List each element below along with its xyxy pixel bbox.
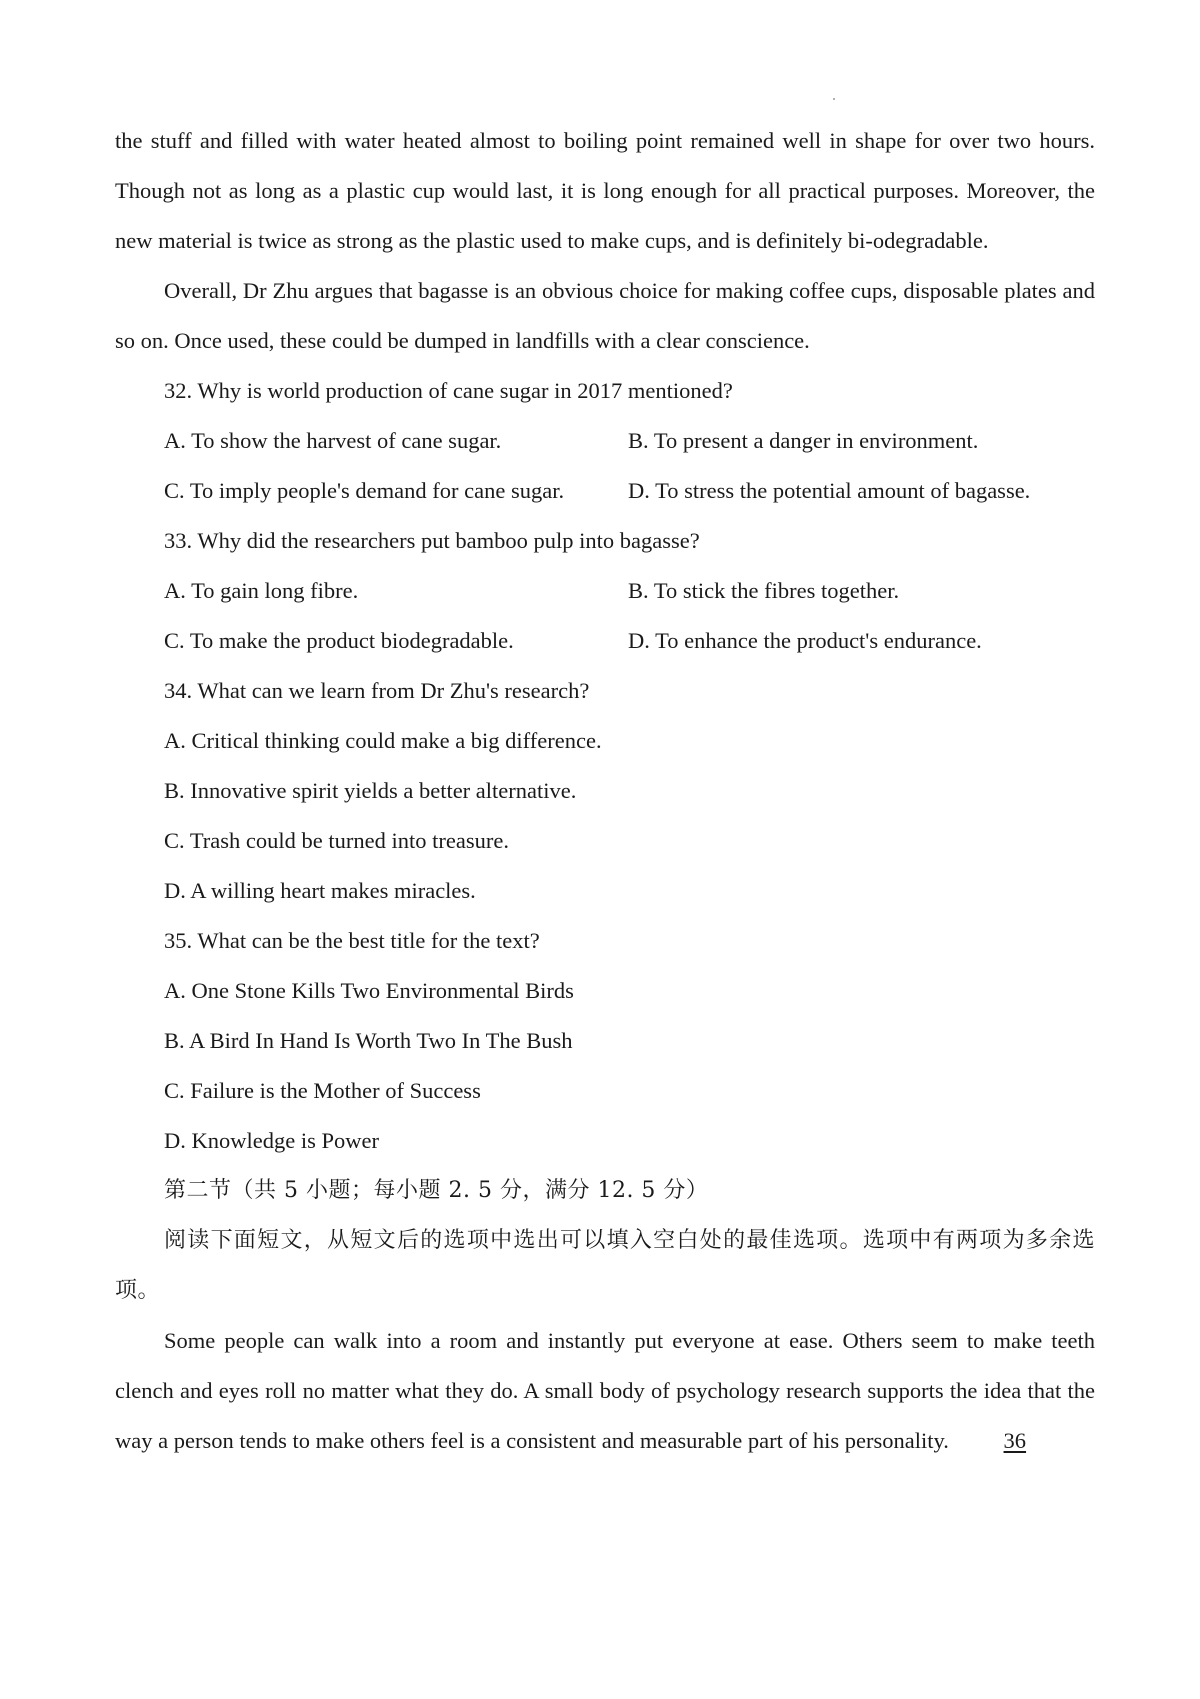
blank-36: 36 xyxy=(1003,1428,1027,1453)
question-34-option-b: B. Innovative spirit yields a better alternative. xyxy=(164,778,577,803)
question-34-stem: 34. What can we learn from Dr Zhu's research? xyxy=(164,678,590,703)
question-34-option-a: A. Critical thinking could make a big difference. xyxy=(164,728,602,753)
question-32-option-d: D. To stress the potential amount of bagasse. xyxy=(628,478,1031,503)
question-35-option-a: A. One Stone Kills Two Environmental Birds xyxy=(164,978,574,1003)
conclusion-paragraph: Overall, Dr Zhu argues that bagasse is an obvious choice for making coffee cups, disposable plates and so on. Once used, these could be dumped in landfills with a clear conscience. xyxy=(115,278,1095,353)
question-32-stem: 32. Why is world production of cane sugar in 2017 mentioned? xyxy=(164,378,733,403)
question-33-option-d: D. To enhance the product's endurance. xyxy=(628,628,982,653)
question-33-stem: 33. Why did the researchers put bamboo pulp into bagasse? xyxy=(164,528,700,553)
question-33-option-a: A. To gain long fibre. xyxy=(164,578,359,603)
question-32-option-c: C. To imply people's demand for cane sugar. xyxy=(164,478,565,503)
question-32-option-a: A. To show the harvest of cane sugar. xyxy=(164,428,502,453)
question-35-stem: 35. What can be the best title for the text? xyxy=(164,928,540,953)
section-2-passage xyxy=(115,1316,1095,1466)
section-2-passage-text: Some people can walk into a room and instantly put everyone at ease. Others seem to make teeth clench and eyes roll no matter what they do. A small body of psychology research supports the idea that the way a person tends to make others feel is a consistent and measurable part of his personality. xyxy=(115,1328,1095,1453)
question-32-options-row-1 xyxy=(115,416,1095,466)
question-32-options-row-2 xyxy=(115,466,1095,516)
document-page xyxy=(115,116,1095,1466)
question-33-options-row-1 xyxy=(115,566,1095,616)
question-32-option-b: B. To present a danger in environment. xyxy=(628,428,979,453)
section-2-heading: 第二节（共 5 小题；每小题 2. 5 分，满分 12. 5 分） xyxy=(164,1178,709,1203)
question-33-options-row-2 xyxy=(115,616,1095,666)
question-33-option-b: B. To stick the fibres together. xyxy=(628,578,900,603)
section-2-instruction: 阅读下面短文，从短文后的选项中选出可以填入空白处的最佳选项。选项中有两项为多余选项。 xyxy=(115,1228,1095,1303)
question-35-option-c: C. Failure is the Mother of Success xyxy=(164,1078,481,1103)
question-33-option-c: C. To make the product biodegradable. xyxy=(164,628,514,653)
question-35-option-d: D. Knowledge is Power xyxy=(164,1128,379,1153)
scan-speck xyxy=(833,98,835,100)
question-34-option-d: D. A willing heart makes miracles. xyxy=(164,878,476,903)
continuation-paragraph: the stuff and filled with water heated almost to boiling point remained well in shape for over two hours. Though not as long as a plastic cup would last, it is long enough for all practical purposes. Moreover, the new material is twice as strong as the plastic used to make cups, and is definitely bi-odegradable. xyxy=(115,128,1095,253)
question-34-option-c: C. Trash could be turned into treasure. xyxy=(164,828,509,853)
question-35-option-b: B. A Bird In Hand Is Worth Two In The Bush xyxy=(164,1028,573,1053)
